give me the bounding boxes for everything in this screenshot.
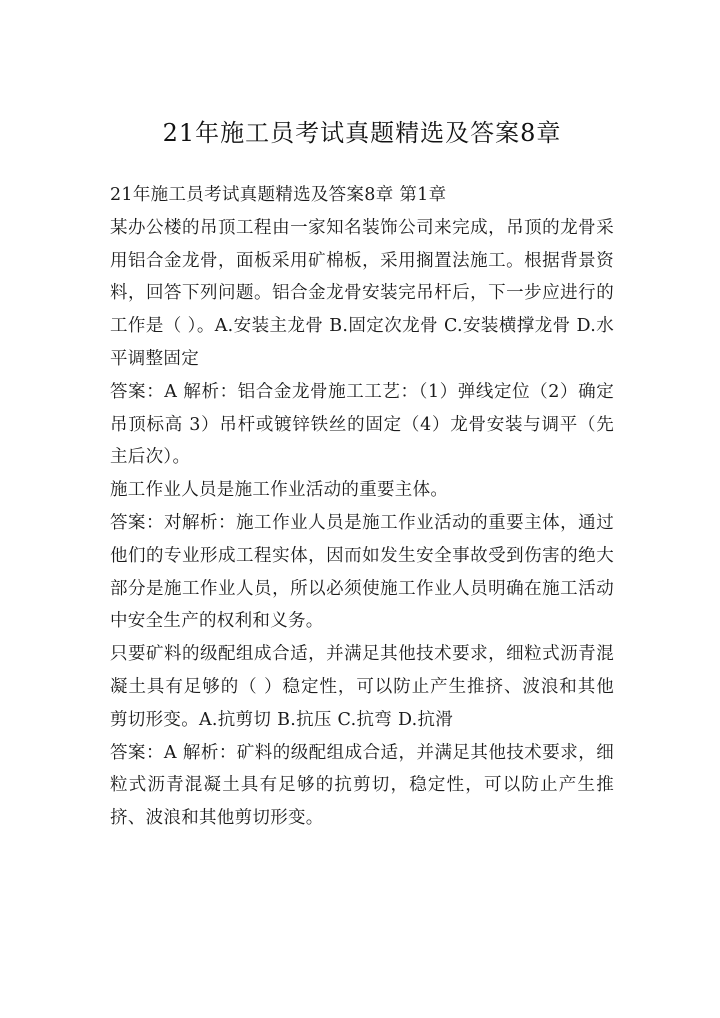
document-title: 21年施工员考试真题精选及答案8章: [162, 119, 562, 147]
answer-3: 答案：A 解析：矿料的级配组成合适，并满足其他技术要求，细粒式沥青混凝土具有足够的抗剪切，稳定性，可以防止产生推挤、波浪和其他剪切形变。: [110, 742, 614, 829]
document-body: [110, 179, 614, 835]
chapter-heading: 21年施工员考试真题精选及答案8章 第1章: [110, 185, 447, 205]
answer-1: 答案：A 解析：铝合金龙骨施工工艺：（1）弹线定位（2）确定吊顶标高 3）吊杆或镀锌铁丝的固定（4）龙骨安装与调平（先主后次）。: [110, 381, 614, 468]
question-2: 施工作业人员是施工作业活动的重要主体。: [110, 480, 449, 501]
answer-2: 答案：对解析：施工作业人员是施工作业活动的重要主体，通过他们的专业形成工程实体，因而如发生安全事故受到伤害的绝大部分是施工作业人员，所以必须使施工作业人员明确在施工活动中安全生产的权利和义务。: [110, 512, 614, 632]
question-1: 某办公楼的吊顶工程由一家知名装饰公司来完成，吊顶的龙骨采用铝合金龙骨，面板采用矿棉板，采用搁置法施工。根据背景资料，回答下列问题。铝合金龙骨安装完吊杆后，下一步应进行的工作是（ ）。A.安装主龙骨 B.固定次龙骨 C.安装横撑龙骨 D.水平调整固定: [110, 217, 614, 369]
question-3: 只要矿料的级配组成合适，并满足其他技术要求，细粒式沥青混凝土具有足够的（ ）稳定性，可以防止产生推挤、波浪和其他剪切形变。A.抗剪切 B.抗压 C.抗弯 D.抗滑: [110, 644, 614, 730]
